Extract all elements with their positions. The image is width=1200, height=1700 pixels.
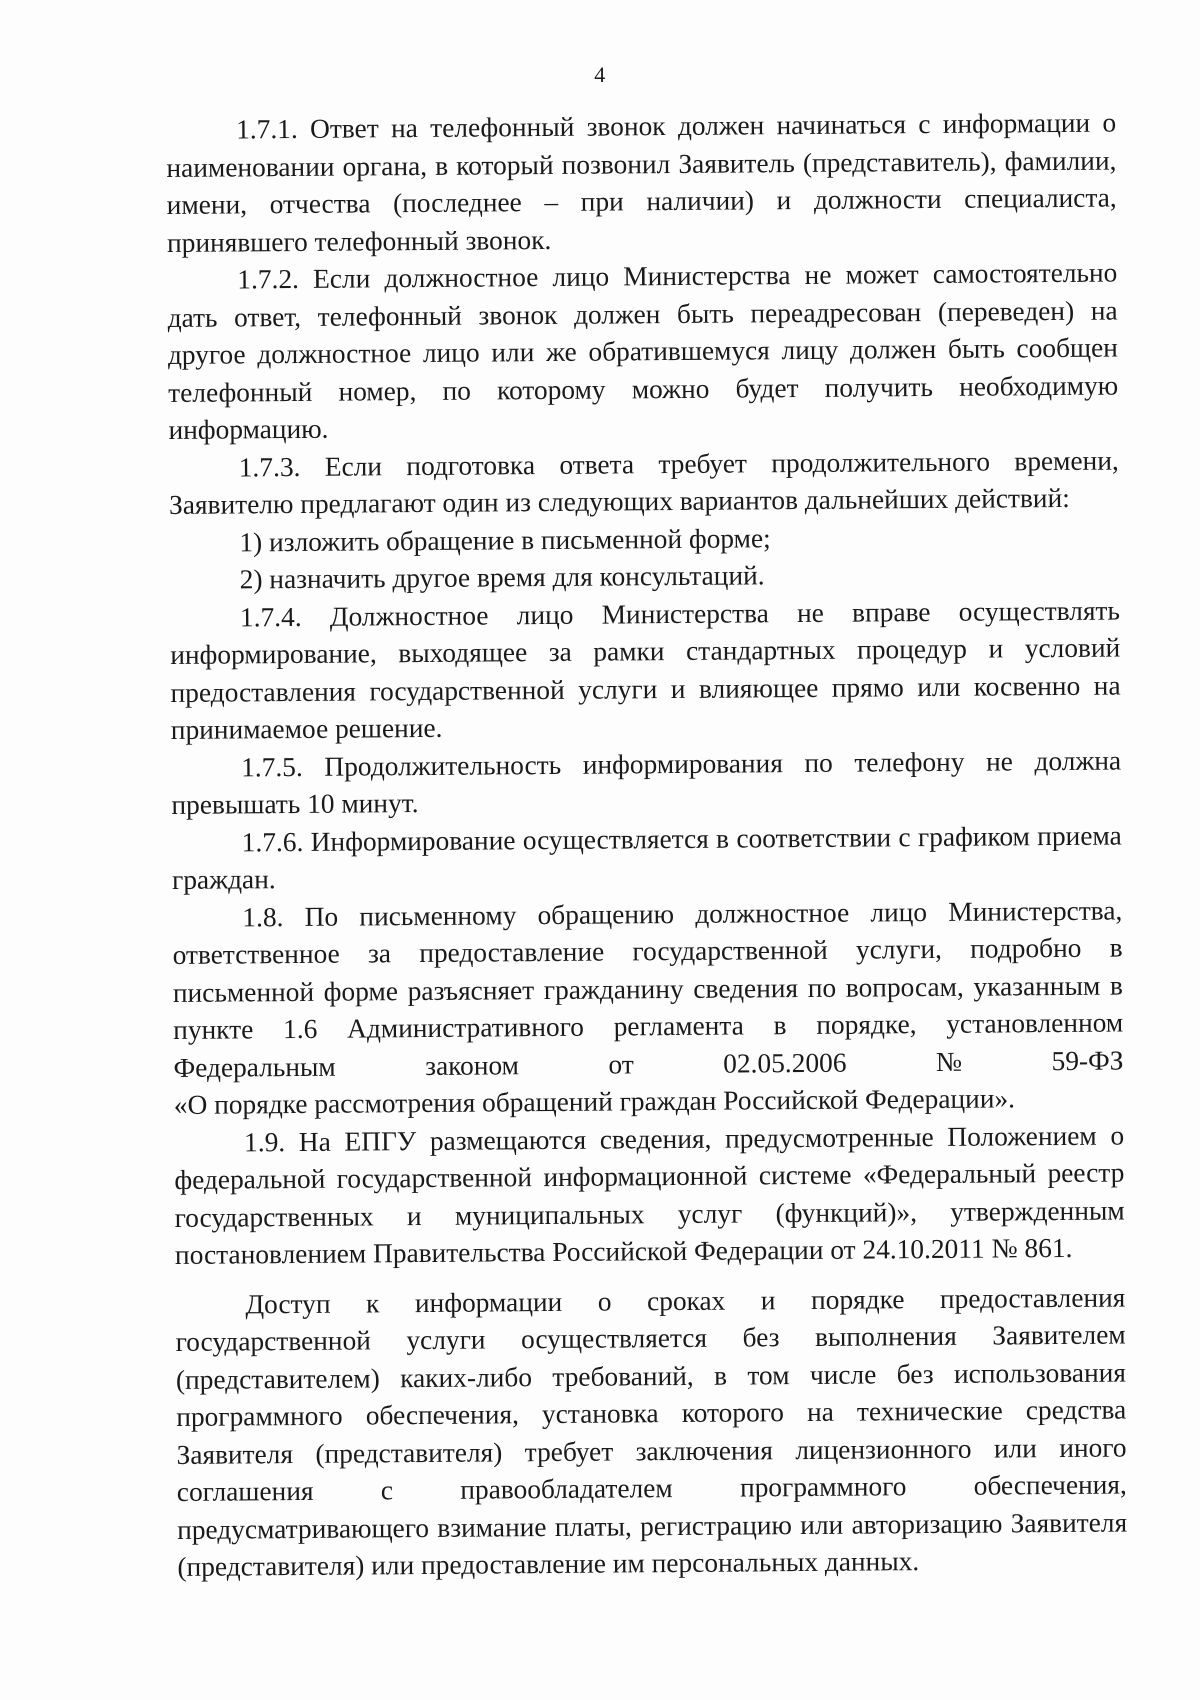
law-word-from: от — [608, 1048, 634, 1080]
paragraph-1-7-4: 1.7.4. Должностное лицо Министерства не вправе осуществлять информирование, выходящее за рамки стандартных процедур и условий предоставления государственной услуги и влияющее прямо или косвенно на принимаемое решение. — [170, 595, 1121, 745]
paragraph-1-8: 1.8. По письменному обращению должностное лицо Министерства, ответственное за предоставление государственной услуги, подробно в письменной форме разъясняет гражданину сведения по вопросам, указанным в пункте 1.6 Административного регламента в порядке, установленном — [172, 895, 1124, 1045]
paragraph-1-7-5: 1.7.5. Продолжительность информирования по телефону не должна превышать 10 минут. — [171, 745, 1122, 820]
paragraph-1-9: 1.9. На ЕПГУ размещаются сведения, предусмотренные Положением о федеральной государственной информационной системе «Федеральный реестр государственных и муниципальных услуг (функций)», утвержденным постановлением Правительства Российской Федерации от 24.10.2011 № 861. — [174, 1120, 1125, 1270]
list-item-2: 2) назначить другое время для консультаций. — [239, 560, 765, 595]
paragraph-1-7-1: 1.7.1. Ответ на телефонный звонок должен начинаться с информации о наименовании органа, в который позвонил Заявитель (представитель), фамилии, имени, отчества (последнее – при наличии) и должности специалиста, принявшего телефонный звонок. — [166, 107, 1117, 258]
law-word-federal: Федеральным — [173, 1051, 336, 1083]
law-title-line: «О порядке рассмотрения обращений граждан Российской Федерации». — [173, 1083, 1016, 1120]
document-body — [166, 105, 1128, 1587]
paragraph-1-7-2: 1.7.2. Если должностное лицо Министерства не может самостоятельно дать ответ, телефонный звонок должен быть переадресован (переведен) на другое должностное лицо или же обратившемуся лицу должен быть сообщен телефонный номер, по которому можно будет получить необходимую информацию. — [167, 257, 1119, 445]
law-number: 59-ФЗ — [1051, 1045, 1124, 1076]
paragraph-1-7-6: 1.7.6. Информирование осуществляется в соответствии с графиком приема граждан. — [171, 820, 1122, 895]
list-item-1: 1) изложить обращение в письменной форме; — [239, 522, 771, 557]
paragraph-access: Доступ к информации о сроках и порядке предоставления государственной услуги осуществляется без выполнения Заявителем (представителем) каких-либо требований, в том числе без использования программного обеспечения, установка которого на технические средства Заявителя (представителя) требует заключения лицензионного или иного соглашения с правообладателем программного обеспечения, предусматривающего взимание платы, регистрацию или авторизацию Заявителя (представителя) или предоставление им персональных данных. — [175, 1282, 1128, 1582]
law-word-law: законом — [425, 1049, 520, 1081]
law-number-sign: № — [935, 1046, 963, 1077]
paragraph-1-7-3: 1.7.3. Если подготовка ответа требует продолжительного времени, Заявителю предлагают один из следующих вариантов дальнейших действий: — [168, 445, 1119, 520]
law-date: 02.05.2006 — [723, 1047, 847, 1079]
page-number: 4 — [594, 62, 606, 87]
